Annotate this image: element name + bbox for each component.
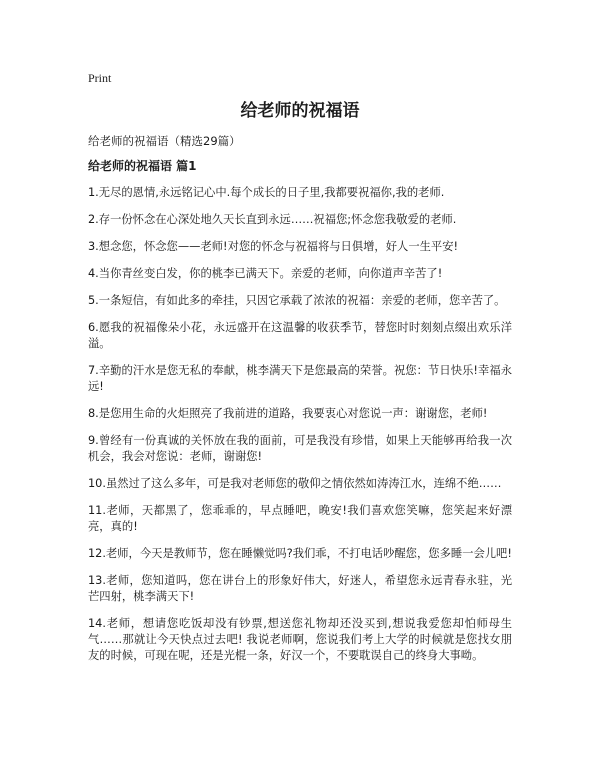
section-heading: 给老师的祝福语 篇1 — [88, 159, 197, 173]
print-link[interactable]: Print — [88, 71, 112, 85]
list-item: 3.想念您，怀念您——老师!对您的怀念与祝福将与日俱增，好人一生平安! — [88, 240, 459, 253]
list-item: 8.是您用生命的火炬照亮了我前进的道路，我要衷心对您说一声：谢谢您，老师! — [88, 407, 488, 420]
blessing-list — [88, 185, 512, 675]
list-item: 13.老师，您知道吗，您在讲台上的形象好伟大，好迷人，希望您永远青春永驻，光芒四射，桃李满天下! — [88, 574, 512, 603]
document-subtitle: 给老师的祝福语（精选29篇） — [88, 134, 241, 148]
list-item: 2.存一份怀念在心深处地久天长直到永远……祝福您;怀念您我敬爱的老师. — [88, 213, 457, 226]
page-title: 给老师的祝福语 — [240, 101, 360, 121]
list-item: 9.曾经有一份真诚的关怀放在我的面前，可是我没有珍惜，如果上天能够再给我一次机会，我会对您说：老师，谢谢您! — [88, 434, 512, 463]
list-item: 11.老师，天都黑了，您乖乖的，早点睡吧，晚安!我们喜欢您笑嘛，您笑起来好漂亮，真的! — [88, 504, 512, 533]
list-item: 6.愿我的祝福像朵小花，永远盛开在这温馨的收获季节，替您时时刻刻点缀出欢乐洋溢。 — [88, 321, 512, 350]
list-item: 4.当你青丝变白发，你的桃李已满天下。亲爱的老师，向你道声辛苦了! — [88, 267, 443, 280]
list-item: 1.无尽的恩情,永远铭记心中.每个成长的日子里,我都要祝福你,我的老师. — [88, 186, 445, 199]
list-item: 14.老师，想请您吃饭却没有钞票,想送您礼物却还没买到,想说我爱您却怕师母生气……那就让今天快点过去吧! 我说老师啊，您说我们考上大学的时候就是您找女朋友的时候，可现在呢，还是光棍一条，好汉一个，不要耽误自己的终身大事呦。 — [88, 617, 512, 662]
list-item: 12.老师，今天是教师节，您在睡懒觉吗?我们乖，不打电话吵醒您，您多睡一会儿吧! — [88, 547, 512, 560]
list-item: 5.一条短信，有如此多的牵挂，只因它承载了浓浓的祝福：亲爱的老师，您辛苦了。 — [88, 294, 506, 307]
list-item: 10.虽然过了这么多年，可是我对老师您的敬仰之情依然如涛涛江水，连绵不绝…… — [88, 477, 502, 490]
list-item: 7.辛勤的汗水是您无私的奉献，桃李满天下是您最高的荣誉。祝您：节日快乐!幸福永远! — [88, 364, 512, 393]
